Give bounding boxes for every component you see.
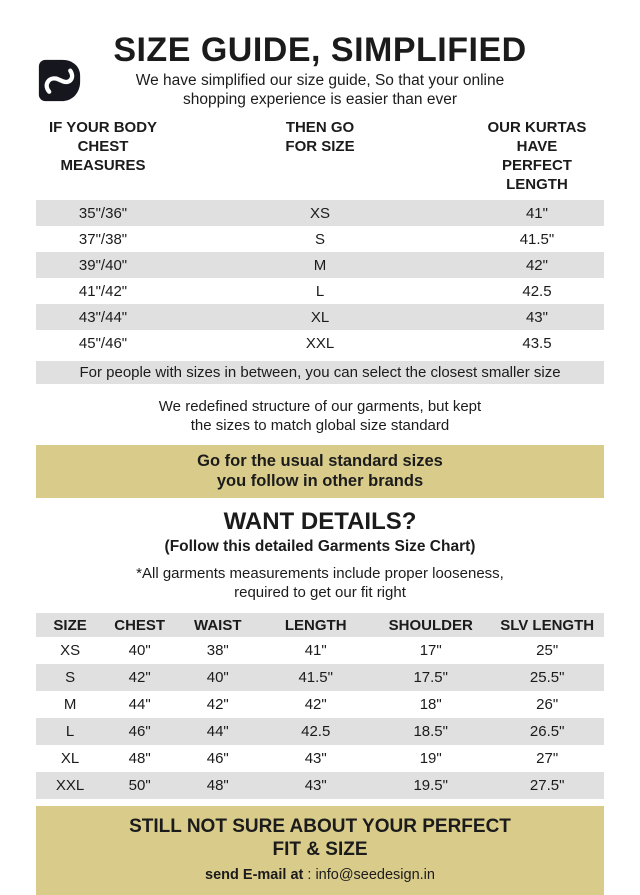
detail-table-body: [36, 637, 604, 799]
table-row: [36, 745, 604, 772]
table-cell: 27": [536, 750, 559, 767]
table-cell: 43": [304, 750, 327, 767]
table-row: [36, 226, 604, 252]
table-cell: 41": [304, 642, 327, 659]
table-cell: 48": [128, 750, 151, 767]
table-cell: 26": [536, 696, 559, 713]
table-cell: 17": [419, 642, 442, 659]
subtitle-line-1: We have simplified our size guide, So that your online: [135, 72, 505, 89]
table-cell: 41.5": [298, 669, 333, 686]
table-cell: S: [65, 669, 76, 686]
table-cell: 41.5": [519, 230, 555, 248]
table-cell: 42": [525, 256, 548, 274]
column-header: SIZE: [53, 616, 87, 634]
simple-table-header: [36, 118, 604, 194]
table-cell: 35"/36": [78, 204, 128, 222]
table-cell: M: [313, 256, 327, 274]
detail-table-header: [36, 613, 604, 637]
table-cell: 41"/42": [78, 282, 128, 300]
table-cell: L: [315, 282, 325, 300]
table-cell: 41": [525, 204, 548, 222]
table-cell: 18.5": [413, 723, 448, 740]
in-between-sizes-note: For people with sizes in between, you can select the closest smaller size: [36, 361, 604, 384]
table-cell: 42": [128, 669, 151, 686]
table-row: [36, 278, 604, 304]
table-row: [36, 200, 604, 226]
table-cell: 43": [304, 777, 327, 794]
table-row: [36, 304, 604, 330]
table-cell: XL: [310, 308, 330, 326]
table-cell: XL: [60, 750, 80, 767]
table-row: [36, 718, 604, 745]
table-cell: 40": [128, 642, 151, 659]
table-cell: 43.5: [522, 334, 552, 352]
column-header: LENGTH: [284, 616, 347, 634]
table-cell: 40": [206, 669, 229, 686]
table-cell: 44": [206, 723, 229, 740]
table-cell: 43"/44": [78, 308, 128, 326]
column-header: WAIST: [194, 616, 242, 634]
table-cell: 46": [128, 723, 151, 740]
table-cell: 37"/38": [78, 230, 128, 248]
table-cell: 42": [304, 696, 327, 713]
table-cell: 25": [536, 642, 559, 659]
column-header-length: OUR KURTAS HAVE PERFECT LENGTH: [487, 119, 587, 193]
table-cell: 26.5": [529, 723, 565, 740]
table-cell: XXL: [55, 777, 85, 794]
table-cell: 39"/40": [78, 256, 128, 274]
subtitle-line-2: shopping experience is easier than ever: [182, 90, 457, 108]
table-cell: 50": [128, 777, 151, 794]
table-cell: 18": [419, 696, 442, 713]
column-header-chest-measures: IF YOUR BODY CHEST MEASURES: [48, 119, 158, 174]
contact-email-line: [36, 867, 604, 883]
detail-size-table: [36, 613, 604, 799]
page-subtitle: [0, 72, 640, 109]
table-row: [36, 664, 604, 691]
want-details-subtitle: (Follow this detailed Garments Size Chart): [164, 538, 476, 555]
table-cell: 27.5": [529, 777, 565, 794]
table-cell: 43": [525, 308, 548, 326]
table-cell: XXL: [305, 334, 335, 352]
column-header: CHEST: [114, 616, 166, 634]
table-cell: M: [63, 696, 77, 713]
looseness-note: *All garments measurements include proper looseness, required to get our fit right: [136, 565, 504, 601]
table-cell: XS: [309, 204, 330, 222]
size-guide-page: [0, 31, 640, 884]
table-row: [36, 772, 604, 799]
table-cell: 42.5: [522, 282, 552, 300]
table-cell: 48": [206, 777, 229, 794]
table-row: [36, 637, 604, 664]
table-cell: 25.5": [529, 669, 565, 686]
table-row: [36, 252, 604, 278]
email-label: send E-mail at: [205, 867, 304, 883]
column-header: SHOULDER: [388, 616, 473, 634]
table-cell: 42": [206, 696, 229, 713]
table-cell: 19": [419, 750, 442, 767]
contact-banner: STILL NOT SURE ABOUT YOUR PERFECT FIT & SIZE send E-mail at : info@seedesign.in: [36, 806, 604, 895]
table-row: [36, 691, 604, 718]
simple-table-body: [36, 200, 604, 356]
table-cell: 45"/46": [78, 334, 128, 352]
table-cell: 19.5": [413, 777, 448, 794]
column-header-size: THEN GO FOR SIZE: [285, 119, 355, 155]
table-cell: 42.5: [301, 723, 331, 740]
table-cell: L: [65, 723, 75, 740]
brand-logo-icon: [37, 58, 82, 103]
table-cell: 38": [206, 642, 229, 659]
email-address: info@seedesign.in: [315, 867, 435, 883]
garment-structure-note: We redefined structure of our garments, but kept the sizes to match global size standard: [158, 398, 482, 434]
page-title: SIZE GUIDE, SIMPLIFIED: [113, 31, 527, 69]
table-cell: 46": [206, 750, 229, 767]
standard-sizes-banner: Go for the usual standard sizes you follow in other brands: [36, 445, 604, 498]
column-header: SLV LENGTH: [500, 616, 595, 634]
table-cell: XS: [60, 642, 81, 659]
table-cell: 44": [128, 696, 151, 713]
table-cell: 17.5": [413, 669, 448, 686]
table-row: [36, 330, 604, 356]
want-details-title: WANT DETAILS?: [223, 508, 417, 535]
table-cell: S: [314, 230, 325, 248]
email-separator: :: [303, 867, 316, 883]
